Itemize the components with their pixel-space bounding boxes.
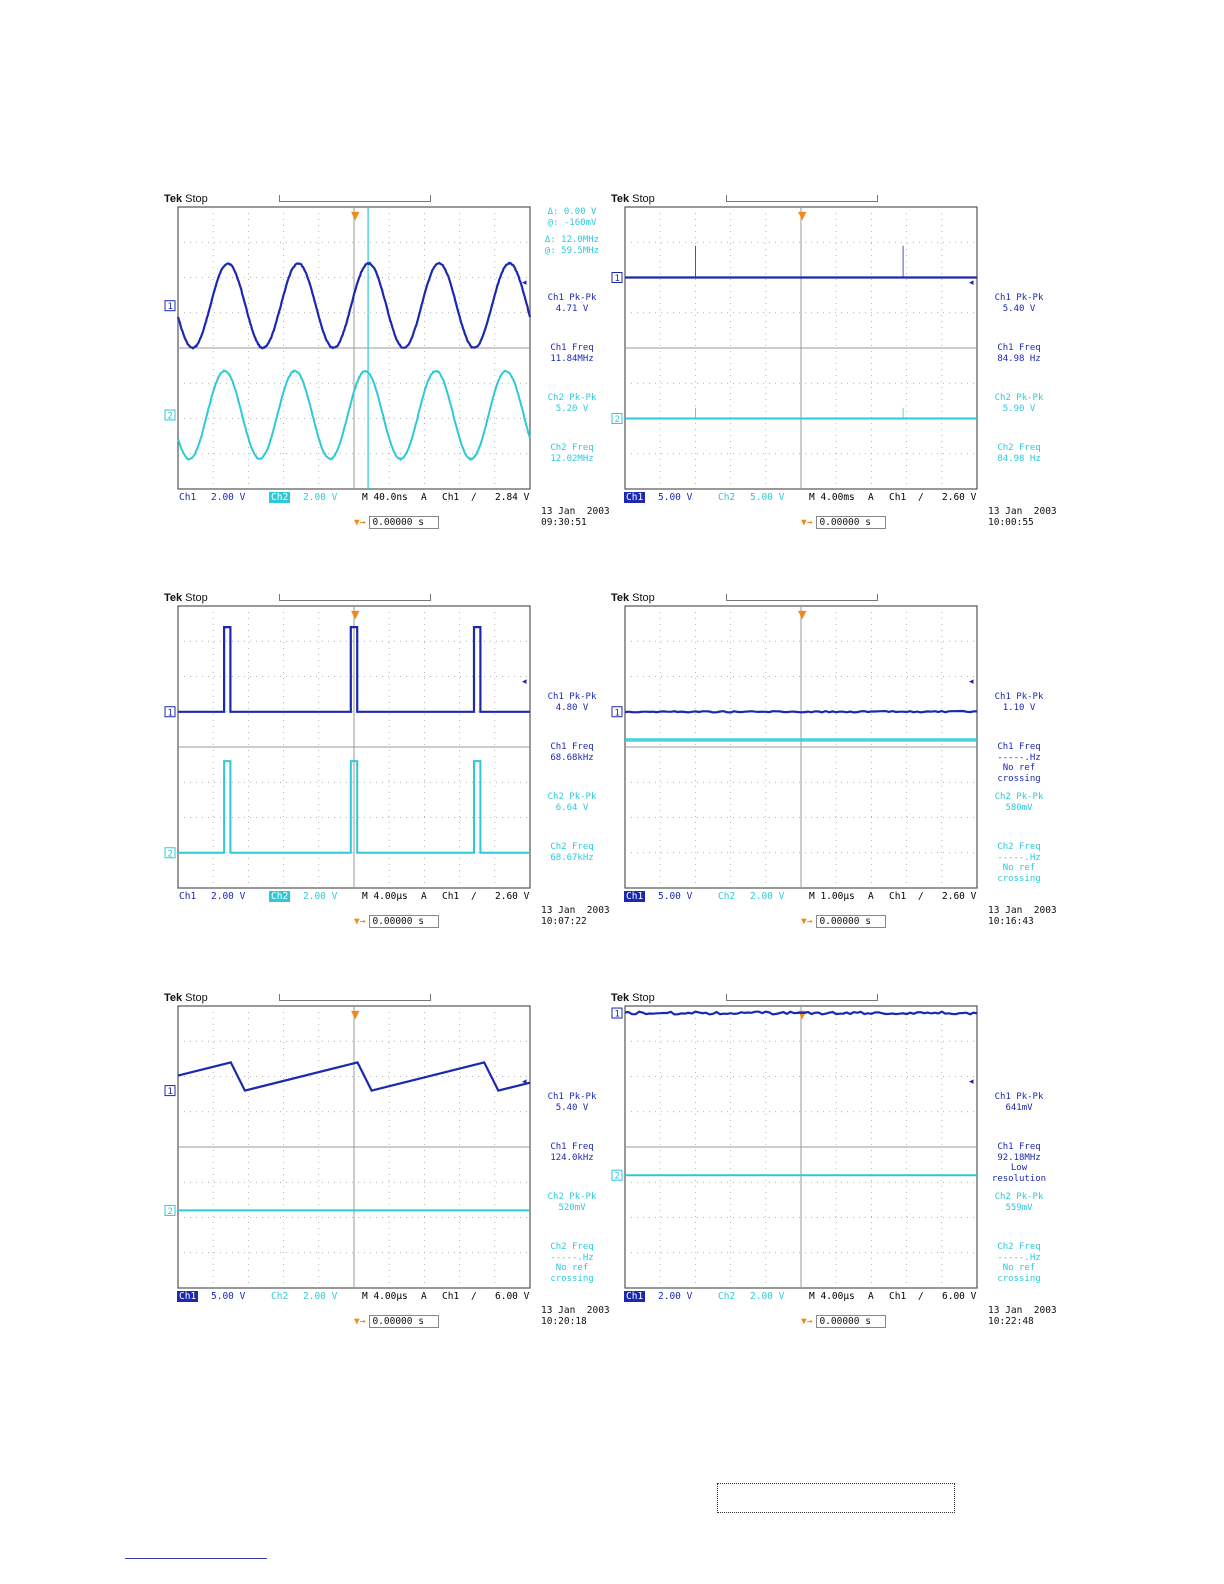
measurement-label: Ch1 Freq: [997, 1142, 1041, 1152]
acquisition-status: Stop: [632, 992, 655, 1004]
measurement-block: [530, 207, 614, 228]
measurement-label: Ch1 Freq: [997, 742, 1041, 752]
ch2-label: Ch2: [271, 891, 289, 902]
position-value: 0.00000 s: [816, 1315, 885, 1328]
measurement-block: [530, 235, 614, 256]
ch2-marker-label: 2: [167, 849, 173, 860]
timebase-readout: M 4.00ms: [809, 492, 855, 503]
measurement-label: Ch1 Freq: [550, 742, 594, 752]
ch2-scale: 2.00 V: [303, 891, 338, 902]
timestamp: [988, 506, 1057, 528]
measurement-value: 559mV: [1005, 1202, 1033, 1213]
measurement-block: [977, 692, 1061, 713]
trigger-source: Ch1: [442, 891, 460, 902]
measurement-value: No ref: [1002, 1263, 1036, 1273]
measurement-block: [530, 1142, 614, 1163]
position-arrow-icon: ▼→: [354, 916, 366, 927]
measurement-value: No ref: [555, 1263, 589, 1273]
ch1-scale: 5.00 V: [658, 492, 693, 503]
measurement-block: [530, 1092, 614, 1113]
brand-label: Tek: [611, 193, 630, 205]
measurement-label: Ch2 Pk-Pk: [994, 792, 1044, 802]
measurement-label: Ch1 Freq: [550, 343, 594, 353]
trigger-mode: A: [421, 492, 427, 503]
trigger-level-icon: ◂: [522, 677, 527, 687]
ch2-marker-label: 2: [614, 1171, 620, 1182]
measurement-value: 6.64 V: [555, 802, 589, 813]
measurement-value: 1.10 V: [1002, 702, 1036, 713]
trigger-level-icon: ◂: [969, 677, 974, 687]
measurement-block: [530, 742, 614, 763]
scope-panel-5: [164, 992, 614, 1334]
horizontal-position: [801, 916, 886, 927]
trigger-level-readout: 2.60 V: [942, 891, 977, 902]
measurement-block: [530, 692, 614, 713]
position-value: 0.00000 s: [816, 516, 885, 529]
horizontal-position: [354, 916, 439, 927]
scope-panel-1: [164, 193, 614, 535]
trigger-level-readout: 2.60 V: [942, 492, 977, 503]
ch1-label: Ch1: [626, 1291, 644, 1302]
measurement-label: Ch2 Freq: [550, 842, 594, 852]
measurement-label: Ch1 Pk-Pk: [547, 1092, 597, 1102]
scope-status-bar: [624, 492, 984, 506]
ch2-scale: 2.00 V: [303, 492, 338, 503]
measurement-block: [977, 443, 1061, 464]
measurement-value: No ref: [1002, 863, 1036, 873]
measurement-label: Ch2 Pk-Pk: [547, 1192, 597, 1202]
date-label: 13 Jan 2003: [541, 506, 610, 517]
timestamp: [541, 1305, 610, 1327]
measurement-value: 520mV: [558, 1202, 586, 1213]
position-arrow-icon: ▼→: [801, 916, 813, 927]
timebase-readout: M 40.0ns: [362, 492, 408, 503]
measurement-value: 580mV: [1005, 802, 1033, 813]
trigger-position-icon: ▼: [798, 608, 807, 621]
footer-link-line: [125, 1558, 267, 1559]
ch2-label: Ch2: [271, 1291, 289, 1302]
trigger-slope-icon: ∕: [918, 492, 924, 503]
measurement-block: [977, 1242, 1061, 1284]
trigger-position-icon: ▼: [798, 1008, 807, 1021]
position-arrow-icon: ▼→: [354, 1316, 366, 1327]
scope-panel-3: [164, 592, 614, 934]
measurement-block: [977, 842, 1061, 884]
trigger-slope-icon: ∕: [471, 1291, 477, 1302]
measurement-label: Ch2 Pk-Pk: [994, 1192, 1044, 1202]
measurement-value: @: -160mV: [547, 217, 597, 228]
scope-panel-6: [611, 992, 1061, 1334]
time-label: 10:20:18: [541, 1316, 587, 1327]
date-label: 13 Jan 2003: [541, 1305, 610, 1316]
measurement-value: 5.40 V: [555, 1102, 589, 1113]
acquisition-status: Stop: [185, 592, 208, 604]
ch2-marker-label: 2: [167, 1206, 173, 1217]
trigger-mode: A: [421, 1291, 427, 1302]
measurement-label: Ch1 Pk-Pk: [994, 293, 1044, 303]
scope-status-bar: [177, 891, 537, 905]
horizontal-position: [801, 517, 886, 528]
measurement-label: Ch2 Pk-Pk: [547, 393, 597, 403]
trigger-position-icon: ▼: [351, 608, 360, 621]
measurement-label: Ch1 Pk-Pk: [547, 293, 597, 303]
date-label: 13 Jan 2003: [988, 1305, 1057, 1316]
measurement-block: [530, 842, 614, 863]
trigger-slope-icon: ∕: [918, 891, 924, 902]
ch2-scale: 2.00 V: [303, 1291, 338, 1302]
ch2-trace: [625, 738, 977, 742]
ch2-label: Ch2: [718, 492, 736, 503]
trigger-mode: A: [868, 891, 874, 902]
brand-label: Tek: [611, 992, 630, 1004]
ch1-scale: 2.00 V: [211, 891, 246, 902]
ch1-scale: 5.00 V: [658, 891, 693, 902]
measurement-label: Ch1 Pk-Pk: [547, 692, 597, 702]
trigger-level-icon: ◂: [522, 1077, 527, 1087]
trigger-position-icon: ▼: [351, 209, 360, 222]
acquisition-status: Stop: [632, 592, 655, 604]
trigger-position-icon: ▼: [798, 209, 807, 222]
measurement-value: crossing: [997, 873, 1041, 884]
measurement-value: crossing: [997, 773, 1041, 784]
trigger-slope-icon: ∕: [918, 1291, 924, 1302]
measurement-value: 641mV: [1005, 1102, 1033, 1113]
measurement-value: -----.Hz: [997, 852, 1041, 863]
trigger-level-readout: 6.00 V: [495, 1291, 530, 1302]
trigger-level-icon: ◂: [522, 278, 527, 288]
measurement-label: Ch2 Freq: [550, 1242, 594, 1252]
time-label: 10:16:43: [988, 916, 1034, 927]
measurement-block: [977, 742, 1061, 784]
trigger-source: Ch1: [889, 492, 907, 503]
acquisition-status: Stop: [185, 193, 208, 205]
ch2-scale: 2.00 V: [750, 891, 785, 902]
measurement-value: 11.84MHz: [550, 353, 594, 364]
measurement-label: Ch1 Pk-Pk: [994, 1092, 1044, 1102]
timestamp: [988, 905, 1057, 927]
measurement-value: -----.Hz: [997, 1252, 1041, 1263]
scope-status-bar: [177, 1291, 537, 1305]
ch2-scale: 5.00 V: [750, 492, 785, 503]
scope-status-bar: [177, 492, 537, 506]
measurement-block: [977, 393, 1061, 414]
trigger-source: Ch1: [889, 1291, 907, 1302]
measurement-label: Ch2 Pk-Pk: [547, 792, 597, 802]
brand-label: Tek: [164, 592, 183, 604]
ch1-marker-label: 1: [614, 1009, 620, 1020]
measurement-value: 68.67kHz: [550, 852, 594, 863]
measurement-value: 5.90 V: [1002, 403, 1036, 414]
trigger-source: Ch1: [889, 891, 907, 902]
position-value: 0.00000 s: [369, 516, 438, 529]
measurement-block: [530, 1242, 614, 1284]
trigger-mode: A: [868, 1291, 874, 1302]
horizontal-position: [801, 1316, 886, 1327]
measurement-value: -----.Hz: [997, 752, 1041, 763]
measurement-block: [530, 792, 614, 813]
ch1-marker-label: 1: [167, 1087, 173, 1098]
ch1-scale: 5.00 V: [211, 1291, 246, 1302]
measurement-block: [977, 1192, 1061, 1213]
ch1-marker-label: 1: [167, 708, 173, 719]
measurement-label: Ch2 Freq: [997, 1242, 1041, 1252]
ch1-scale: 2.00 V: [211, 492, 246, 503]
ch1-marker-label: 1: [614, 274, 620, 284]
time-label: 10:07:22: [541, 916, 587, 927]
trigger-level-icon: ◂: [969, 278, 974, 288]
scope-panel-2: [611, 193, 1061, 535]
time-label: 10:00:55: [988, 517, 1034, 528]
trigger-mode: A: [868, 492, 874, 503]
measurement-value: 92.18MHz: [997, 1152, 1041, 1163]
measurement-value: 12.02MHz: [550, 453, 594, 464]
measurement-value: @: 59.5MHz: [544, 245, 600, 256]
acquisition-status: Stop: [632, 193, 655, 205]
timebase-readout: M 4.00µs: [362, 1291, 408, 1302]
brand-label: Tek: [611, 592, 630, 604]
brand-label: Tek: [164, 193, 183, 205]
ch2-label: Ch2: [271, 492, 289, 503]
brand-label: Tek: [164, 992, 183, 1004]
measurement-label: Ch2 Freq: [997, 842, 1041, 852]
timebase-readout: M 4.00µs: [362, 891, 408, 902]
trigger-level-readout: 6.00 V: [942, 1291, 977, 1302]
position-arrow-icon: ▼→: [801, 517, 813, 528]
measurement-label: Ch1 Pk-Pk: [994, 692, 1044, 702]
measurement-value: 4.71 V: [555, 303, 589, 314]
measurement-label: Ch1 Freq: [997, 343, 1041, 353]
timestamp: [988, 1305, 1057, 1327]
measurement-value: 124.0kHz: [550, 1152, 594, 1163]
trigger-slope-icon: ∕: [471, 891, 477, 902]
ch1-trace: [625, 711, 977, 712]
ch2-scale: 2.00 V: [750, 1291, 785, 1302]
timebase-readout: M 4.00µs: [809, 1291, 855, 1302]
measurement-label: Ch2 Pk-Pk: [994, 393, 1044, 403]
ch2-label: Ch2: [718, 891, 736, 902]
measurement-value: 84.98 Hz: [997, 453, 1041, 464]
ch1-scale: 2.00 V: [658, 1291, 693, 1302]
position-value: 0.00000 s: [369, 1315, 438, 1328]
measurement-value: resolution: [991, 1173, 1047, 1184]
timebase-readout: M 1.00µs: [809, 891, 855, 902]
measurement-block: [530, 393, 614, 414]
measurement-block: [530, 1192, 614, 1213]
ch2-label: Ch2: [718, 1291, 736, 1302]
ch2-marker-label: 2: [614, 415, 620, 425]
ch1-marker-label: 1: [614, 708, 620, 719]
trigger-level-icon: ◂: [969, 1077, 974, 1087]
measurement-value: 5.20 V: [555, 403, 589, 414]
position-arrow-icon: ▼→: [354, 517, 366, 528]
ch1-marker-label: 1: [167, 302, 173, 313]
measurement-block: [977, 293, 1061, 314]
position-value: 0.00000 s: [369, 915, 438, 928]
measurement-value: No ref: [1002, 763, 1036, 773]
measurement-block: [530, 293, 614, 314]
ch2-marker-label: 2: [167, 411, 173, 422]
trigger-source: Ch1: [442, 492, 460, 503]
measurement-value: 84.98 Hz: [997, 353, 1041, 364]
measurement-value: 5.40 V: [1002, 303, 1036, 314]
horizontal-position: [354, 1316, 439, 1327]
scope-status-bar: [624, 1291, 984, 1305]
measurement-label: Ch1 Freq: [550, 1142, 594, 1152]
acquisition-status: Stop: [185, 992, 208, 1004]
trigger-level-readout: 2.60 V: [495, 891, 530, 902]
date-label: 13 Jan 2003: [988, 506, 1057, 517]
measurement-block: [977, 792, 1061, 813]
measurement-value: 4.80 V: [555, 702, 589, 713]
measurement-block: [530, 443, 614, 464]
measurement-value: crossing: [550, 1273, 594, 1284]
trigger-level-readout: 2.84 V: [495, 492, 530, 503]
position-arrow-icon: ▼→: [801, 1316, 813, 1327]
ch1-label: Ch1: [179, 492, 197, 503]
ch1-label: Ch1: [179, 891, 197, 902]
ch1-label: Ch1: [626, 492, 644, 503]
time-label: 10:22:48: [988, 1316, 1034, 1327]
measurement-value: Low: [1010, 1163, 1028, 1173]
date-label: 13 Jan 2003: [988, 905, 1057, 916]
ch1-label: Ch1: [626, 891, 644, 902]
scope-status-bar: [624, 891, 984, 905]
horizontal-position: [354, 517, 439, 528]
measurement-block: [977, 1142, 1061, 1184]
scope-panel-4: [611, 592, 1061, 934]
position-value: 0.00000 s: [816, 915, 885, 928]
measurement-value: crossing: [997, 1273, 1041, 1284]
measurement-value: -----.Hz: [550, 1252, 594, 1263]
measurement-label: Ch2 Freq: [550, 443, 594, 453]
timestamp: [541, 905, 610, 927]
time-label: 09:30:51: [541, 517, 587, 528]
measurement-block: [977, 343, 1061, 364]
footer-box: [717, 1483, 955, 1513]
measurement-label: Δ: 12.0MHz: [544, 235, 600, 245]
trigger-position-icon: ▼: [351, 1008, 360, 1021]
measurement-value: 68.68kHz: [550, 752, 594, 763]
measurement-label: Ch2 Freq: [997, 443, 1041, 453]
measurement-label: Δ: 0.00 V: [547, 207, 597, 217]
measurement-block: [530, 343, 614, 364]
trigger-slope-icon: ∕: [471, 492, 477, 503]
measurement-block: [977, 1092, 1061, 1113]
ch1-label: Ch1: [179, 1291, 197, 1302]
date-label: 13 Jan 2003: [541, 905, 610, 916]
trigger-source: Ch1: [442, 1291, 460, 1302]
timestamp: [541, 506, 610, 528]
trigger-mode: A: [421, 891, 427, 902]
